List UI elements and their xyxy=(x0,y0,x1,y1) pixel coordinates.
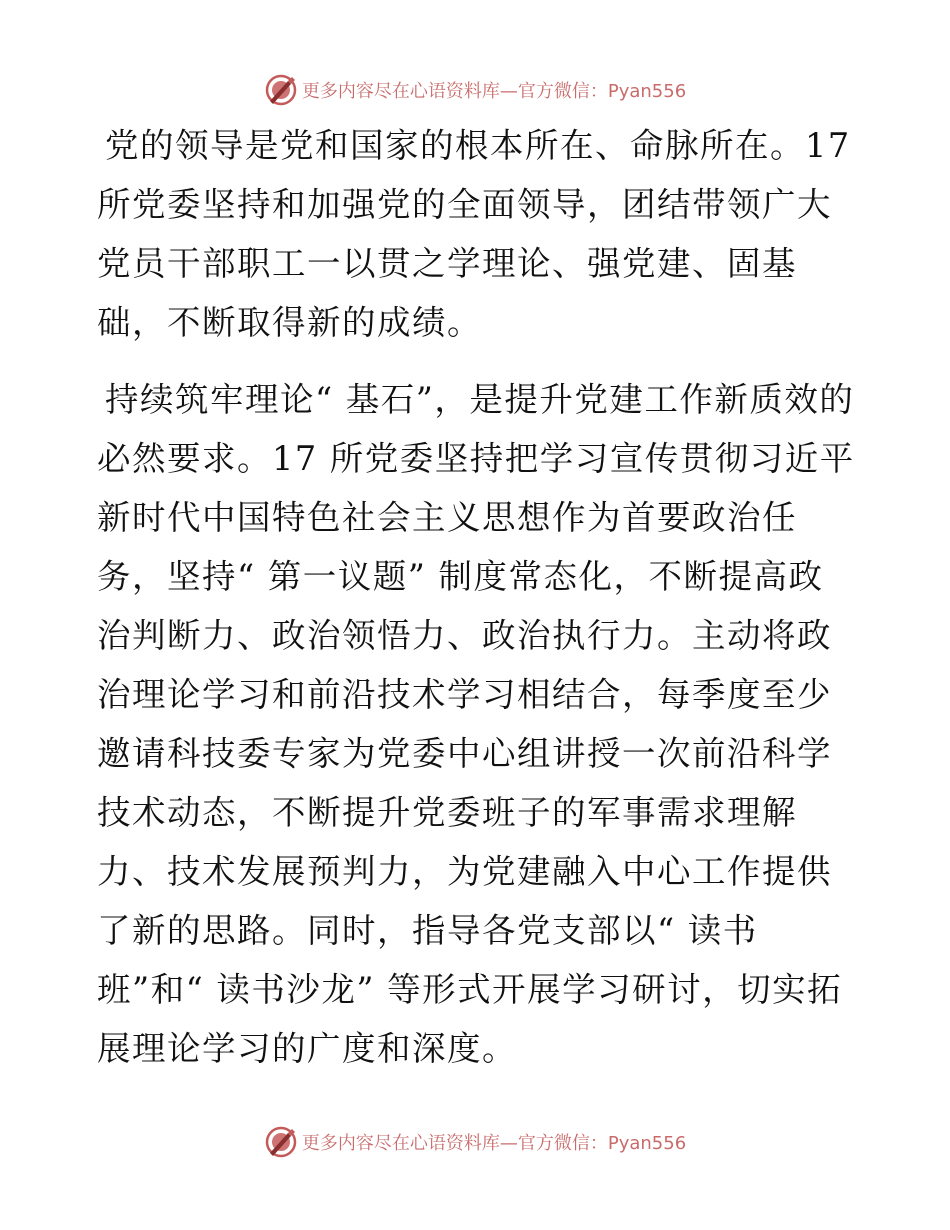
paragraph-1: 党的领导是党和国家的根本所在、命脉所在。17 所党委坚持和加强党的全面领导，团结带领广大党员干部职工一以贯之学理论、强党建、固基础，不断取得新的成绩。 xyxy=(97,126,851,342)
paragraph-2: 持续筑牢理论“ 基石”，是提升党建工作新质效的必然要求。17 所党委坚持把学习宣传贯彻习近平新时代中国特色社会主义思想作为首要政治任务，坚持“ 第一议题” 制度常态化，不断提高政治判断力、政治领悟力、政治执行力。主动将政治理论学习和前沿技术学习相结合，每季度至少邀请科技委专家为党委中心组讲授一次前沿科学技术动态，不断提升党委班子的军事需求理解力、技术发展预判力，为党建融入中心工作提供了新的思路。同时，指导各党支部以“ 读书班”和“ 读书沙龙” 等形式开展学习研讨，切实拓展理论学习的广度和深度。 xyxy=(97,380,855,1068)
document-body xyxy=(97,116,857,1078)
watermark-text: 更多内容尽在心语资料库 xyxy=(301,1133,500,1154)
watermark-text: 更多内容尽在心语资料库 xyxy=(301,81,500,102)
watermark-wechat: —官方微信：Pyan556 xyxy=(499,81,687,102)
footer-watermark xyxy=(0,1122,950,1162)
header-watermark xyxy=(0,70,950,110)
pen-seal-logo-icon xyxy=(264,73,298,107)
watermark-wechat: —官方微信：Pyan556 xyxy=(499,1133,687,1154)
pen-seal-logo-icon xyxy=(264,1125,298,1159)
